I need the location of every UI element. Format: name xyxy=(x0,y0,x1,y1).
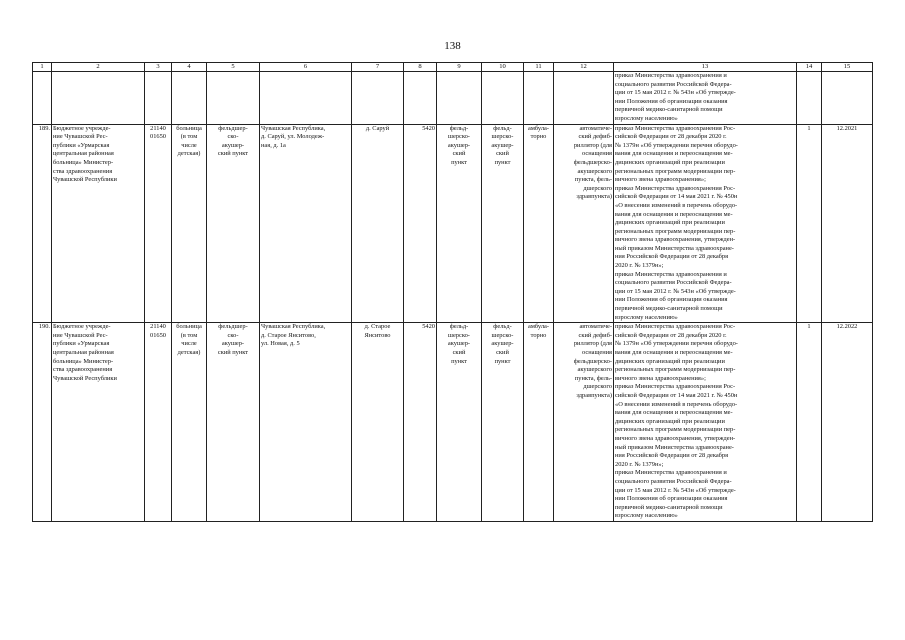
delivery-date: 12.2022 xyxy=(822,323,873,522)
text-line: вания для оснащения и переоснащения ме- xyxy=(615,349,733,356)
text-line: ский xyxy=(496,349,509,356)
text-line: № 1379н «Об утверждении перечня оборудо- xyxy=(615,141,738,149)
col-header-9: 9 xyxy=(437,63,482,72)
text-line: взрослому населению» xyxy=(615,114,678,122)
text-line: региональных программ модернизации пер- xyxy=(615,426,736,434)
quantity: 1 xyxy=(797,124,822,323)
text-line: (в том xyxy=(180,133,198,141)
text-line: больница» Министер- xyxy=(53,158,114,166)
text-line: здравпункта) xyxy=(576,391,612,399)
row-number: 190. xyxy=(33,323,52,522)
organization-code xyxy=(145,124,172,323)
text-line: нии Положения об организации оказания xyxy=(615,495,728,503)
page-number: 138 xyxy=(444,40,461,52)
text-line: детская) xyxy=(177,150,201,158)
unit-col-9 xyxy=(437,124,482,323)
row-number: 189. xyxy=(33,124,52,323)
text-line: центральная районная xyxy=(53,150,114,158)
text-line: сийской Федерации от 28 декабря 2020 г. xyxy=(615,331,727,339)
text-line: первичной медико-санитарной помощи xyxy=(615,305,723,313)
text-line: Чувашской Республики xyxy=(53,176,117,184)
col-header-2: 2 xyxy=(52,63,145,72)
text-line: шерско- xyxy=(448,331,470,339)
unit-col-9 xyxy=(437,323,482,522)
text-line: риллятор (для xyxy=(573,141,612,149)
col-header-12: 12 xyxy=(554,63,614,72)
text-line: дшерского xyxy=(583,383,612,391)
text-line: д. Саруй, ул. Молодеж- xyxy=(261,133,325,141)
col-header-1: 1 xyxy=(33,63,52,72)
col-header-13: 13 xyxy=(614,63,797,72)
text-line: пункт xyxy=(451,357,467,365)
text-line: дицинских организаций при реализации xyxy=(615,417,725,425)
text-line: ский xyxy=(452,349,466,356)
text-line: амбула- xyxy=(528,323,549,331)
text-line: взрослому населению» xyxy=(615,313,678,321)
text-line: пункта, фель- xyxy=(574,176,612,184)
text-line: Бюджетное учрежде- xyxy=(53,323,111,331)
regulatory-documents xyxy=(614,124,797,323)
text-line: фельдшерско- xyxy=(573,357,612,365)
text-line: приказ Министерства здравоохранения Рос- xyxy=(615,124,736,132)
text-line: ско- xyxy=(227,331,239,339)
col-header-6: 6 xyxy=(260,63,352,72)
text-line: «О внесении изменений в перечень оборудо- xyxy=(615,400,738,408)
text-line: ная, д. 1а xyxy=(261,141,286,149)
text-line: ства здравоохранения xyxy=(53,167,113,175)
text-line: вичного звена здравоохранения»; xyxy=(615,374,706,382)
text-line: ции от 15 мая 2012 г. № 543н «Об утвержде- xyxy=(615,486,736,494)
text-line: 2020 г. № 1379н»; xyxy=(615,460,664,468)
text-line: здравпункта) xyxy=(576,193,612,201)
text-line: ский дефиб- xyxy=(578,331,612,339)
text-line: автоматиче- xyxy=(579,323,612,331)
text-line: «О внесении изменений в перечень оборудо- xyxy=(615,201,738,209)
text-line: акушер- xyxy=(221,340,245,348)
col-header-5: 5 xyxy=(207,63,260,72)
text-line: числе xyxy=(181,340,197,348)
text-line: первичной медико-санитарной помощи xyxy=(615,503,723,511)
regulatory-documents xyxy=(614,323,797,522)
continuation-doc-cell xyxy=(614,72,797,125)
text-line: социального развития Российской Федера- xyxy=(615,80,732,88)
text-line: Чувашская Республика, xyxy=(261,323,326,331)
text-line: нии Положения об организации оказания xyxy=(615,296,728,304)
table-row xyxy=(33,124,873,323)
organization-code xyxy=(145,323,172,522)
text-line: акушер- xyxy=(491,141,514,149)
text-line: ции от 15 мая 2012 г. № 543н «Об утвержде- xyxy=(615,89,736,97)
text-line: 21140 xyxy=(150,323,166,331)
text-line: сийской Федерации от 28 декабря 2020 г. xyxy=(615,133,727,141)
text-line: оснащения xyxy=(582,349,612,356)
text-line: публики «Урмарская xyxy=(53,141,110,149)
text-line: ул. Новая, д. 5 xyxy=(261,340,300,348)
delivery-date: 12.2021 xyxy=(822,124,873,323)
text-line: взрослому населению» xyxy=(615,512,678,520)
text-line: акушерского xyxy=(577,366,612,374)
text-line: пункт xyxy=(451,158,467,166)
unit-col-10 xyxy=(482,323,524,522)
text-line: приказ Министерства здравоохранения и xyxy=(615,72,727,79)
text-line: вичного звена здравоохранения, утвержден- xyxy=(615,434,736,442)
text-line: дицинских организаций при реализации xyxy=(615,158,725,166)
text-line: больница xyxy=(176,323,202,331)
text-line: шерско- xyxy=(491,331,514,339)
text-line: № 1379н «Об утверждении перечня оборудо- xyxy=(615,340,738,348)
text-line: вичного звена здравоохранения, утвержден- xyxy=(615,236,736,244)
text-line: дицинских организаций при реализации xyxy=(615,357,725,365)
text-line: шерско- xyxy=(448,133,470,141)
text-line: приказ Министерства здравоохранения Рос- xyxy=(615,323,736,331)
equipment-table xyxy=(32,62,873,522)
text-line: фельдшер- xyxy=(218,323,248,331)
text-line: пункт xyxy=(494,158,511,166)
text-line: вания для оснащения и переоснащения ме- xyxy=(615,210,733,218)
unit-kind xyxy=(207,323,260,522)
text-line: ный приказом Министерства здравоохране- xyxy=(615,244,734,252)
text-line: 01650 xyxy=(150,331,166,339)
organization-name xyxy=(52,323,145,522)
text-line: автоматиче- xyxy=(579,124,612,132)
text-line: торно xyxy=(530,133,547,141)
text-line: Чувашская Республика, xyxy=(261,124,326,132)
text-line: ский xyxy=(496,150,509,158)
col-header-11: 11 xyxy=(524,63,554,72)
text-line: сийской Федерации от 14 мая 2021 г. № 450н xyxy=(615,193,738,201)
text-line: социального развития Российской Федера- xyxy=(615,279,732,287)
equipment-name xyxy=(554,323,614,522)
equipment-name xyxy=(554,124,614,323)
text-line: Чувашской Республики xyxy=(53,374,117,382)
text-line: приказ Министерства здравоохранения Рос- xyxy=(615,184,736,192)
text-line: амбула- xyxy=(528,124,549,132)
text-line: сийской Федерации от 14 мая 2021 г. № 450н xyxy=(615,391,738,399)
text-line: ства здравоохранения xyxy=(53,366,113,374)
text-line: ние Чувашской Рес- xyxy=(53,133,108,141)
text-line: фельд- xyxy=(493,323,512,331)
col-header-15: 15 xyxy=(822,63,873,72)
continuation-row xyxy=(33,72,873,125)
text-line: вания для оснащения и переоснащения ме- xyxy=(615,409,733,417)
text-line: акушер- xyxy=(447,340,471,348)
text-line: пункт xyxy=(494,357,511,365)
text-line: ский пункт xyxy=(217,349,249,356)
text-line: социального развития Российской Федера- xyxy=(615,477,732,485)
text-line: шерско- xyxy=(491,133,514,141)
text-line: дицинских организаций при реализации xyxy=(615,219,725,227)
settlement: д. Саруй xyxy=(352,124,404,323)
address xyxy=(260,124,352,323)
unit-kind xyxy=(207,124,260,323)
text-line: фельд- xyxy=(493,124,512,132)
text-line: торно xyxy=(530,331,547,339)
text-line: 21140 xyxy=(150,124,166,132)
text-line: фельд- xyxy=(449,323,469,331)
text-line: детская) xyxy=(177,349,201,356)
text-line: первичной медико-санитарной помощи xyxy=(615,106,723,114)
text-line: вичного звена здравоохранения»; xyxy=(615,176,706,184)
col-header-4: 4 xyxy=(172,63,207,72)
code-2: 5420 xyxy=(404,323,437,522)
text-line: пункта, фель- xyxy=(574,374,612,382)
text-line: ции от 15 мая 2012 г. № 543н «Об утвержде- xyxy=(615,287,736,295)
text-line: ние Чувашской Рес- xyxy=(53,331,108,339)
text-line: ния Российской Федерации от 28 декабря xyxy=(615,253,729,261)
text-line: фельдшерско- xyxy=(573,158,612,166)
unit-col-10 xyxy=(482,124,524,323)
text-line: ский xyxy=(452,150,466,158)
text-line: 01650 xyxy=(150,133,166,141)
code-2: 5420 xyxy=(404,124,437,323)
col-header-8: 8 xyxy=(404,63,437,72)
col-header-14: 14 xyxy=(797,63,822,72)
text-line: региональных программ модернизации пер- xyxy=(615,366,736,374)
text-line: ский дефиб- xyxy=(578,133,612,141)
col-header-7: 7 xyxy=(352,63,404,72)
settlement: д. Старое Янситово xyxy=(352,323,404,522)
text-line: риллятор (для xyxy=(573,340,612,348)
text-line: центральная районная xyxy=(53,349,114,356)
text-line: фельд- xyxy=(449,124,469,132)
text-line: акушерского xyxy=(577,167,612,175)
organization-name xyxy=(52,124,145,323)
text-line: д. Старое Янситово, xyxy=(261,331,316,339)
text-line: 2020 г. № 1379н»; xyxy=(615,262,664,270)
text-line: ско- xyxy=(227,133,239,141)
text-line: акушер- xyxy=(491,340,514,348)
text-line: числе xyxy=(181,141,197,149)
col-header-3: 3 xyxy=(145,63,172,72)
care-condition xyxy=(524,323,554,522)
column-number-row xyxy=(33,63,873,72)
text-line: (в том xyxy=(180,331,198,339)
organization-type xyxy=(172,124,207,323)
text-line: приказ Министерства здравоохранения Рос- xyxy=(615,383,736,391)
text-line: публики «Урмарская xyxy=(53,340,110,348)
text-line: приказ Министерства здравоохранения и xyxy=(615,469,727,477)
text-line: региональных программ модернизации пер- xyxy=(615,167,736,175)
text-line: фельдшер- xyxy=(218,124,248,132)
quantity: 1 xyxy=(797,323,822,522)
text-line: оснащения xyxy=(582,150,612,158)
text-line: больница xyxy=(176,124,202,132)
text-line: нии Положения об организации оказания xyxy=(615,97,728,105)
text-line: дшерского xyxy=(583,184,612,192)
text-line: акушер- xyxy=(447,141,471,149)
text-line: Бюджетное учрежде- xyxy=(53,124,111,132)
text-line: больница» Министер- xyxy=(53,357,114,365)
text-line: ния Российской Федерации от 28 декабря xyxy=(615,452,729,460)
address xyxy=(260,323,352,522)
table-row xyxy=(33,323,873,522)
text-line: акушер- xyxy=(221,141,245,149)
text-line: приказ Министерства здравоохранения и xyxy=(615,270,727,278)
care-condition xyxy=(524,124,554,323)
text-line: региональных программ модернизации пер- xyxy=(615,227,736,235)
col-header-10: 10 xyxy=(482,63,524,72)
text-line: ный приказом Министерства здравоохране- xyxy=(615,443,734,451)
organization-type xyxy=(172,323,207,522)
text-line: ский пункт xyxy=(217,150,249,158)
text-line: вания для оснащения и переоснащения ме- xyxy=(615,150,733,158)
